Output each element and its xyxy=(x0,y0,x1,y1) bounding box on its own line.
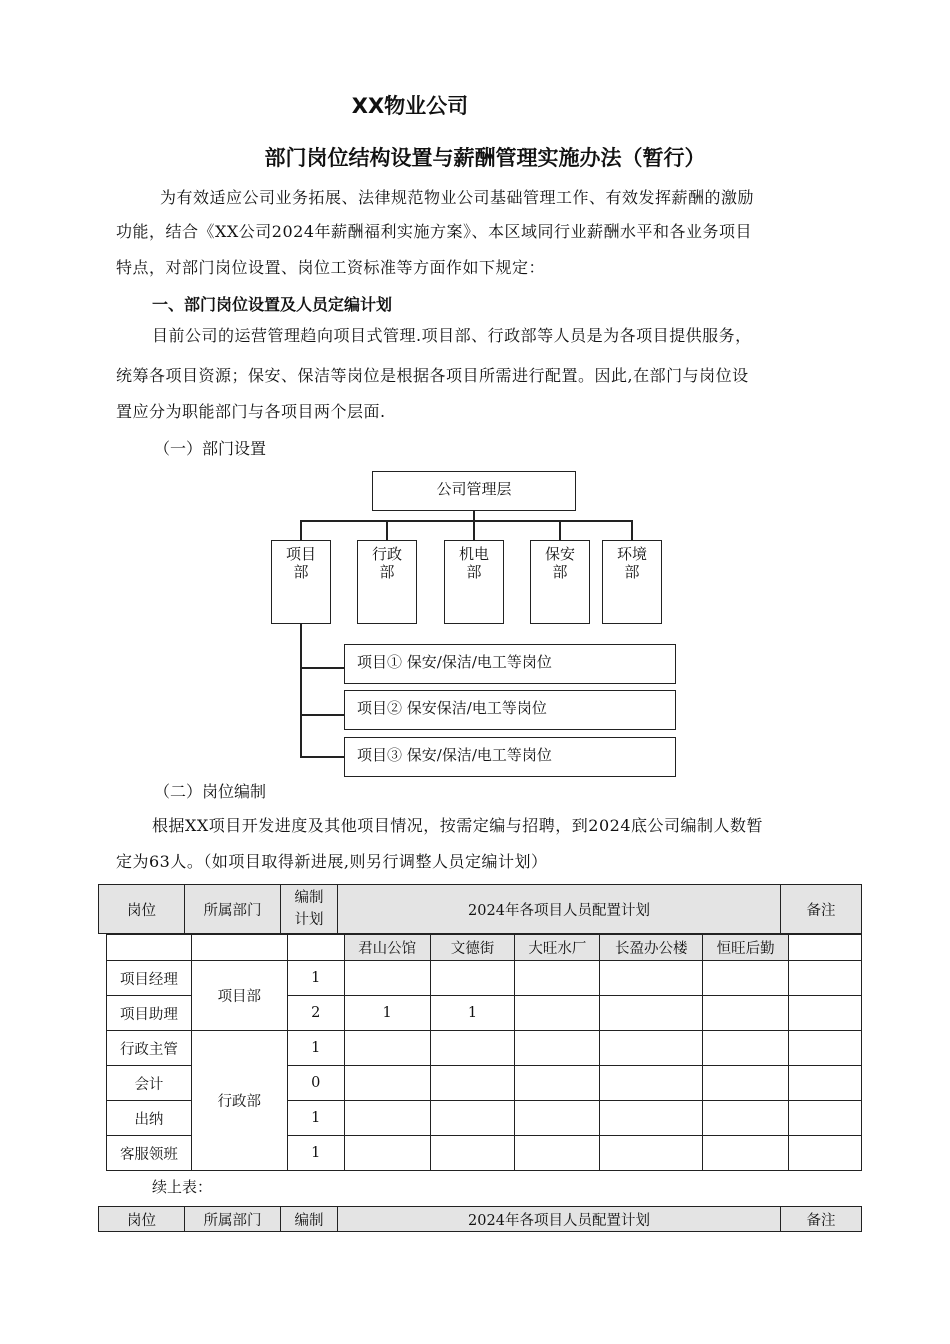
org-connector xyxy=(473,520,475,540)
para3-line-1: 根据XX项目开发进度及其他项目情况，按需定编与招聘，到2024底公司编制人数暂 xyxy=(152,816,764,835)
dept-cell: 行政部 xyxy=(191,1031,287,1171)
org-connector xyxy=(300,756,344,758)
project-col-2: 文德街 xyxy=(430,935,515,961)
project-col-5: 恒旺后勤 xyxy=(703,935,789,961)
project-col-1: 君山公馆 xyxy=(344,935,430,961)
org-connector xyxy=(300,520,302,540)
dept-box-security: 保安 部 xyxy=(530,540,590,624)
project-col-4: 长盈办公楼 xyxy=(600,935,703,961)
subheading-posts: （二）岗位编制 xyxy=(154,782,267,801)
header-note: 备注 xyxy=(781,1207,862,1232)
org-top-box: 公司管理层 xyxy=(372,471,576,511)
table2-header-band xyxy=(98,1206,862,1232)
subheading-dept: （一）部门设置 xyxy=(154,439,267,458)
project-box-2: 项目② 保安保洁/电工等岗位 xyxy=(344,690,676,730)
header-post: 岗位 xyxy=(99,885,185,934)
intro-line-2: 功能，结合《XX公司2024年薪酬福利实施方案》、本区域同行业薪酬水平和各业务项目 xyxy=(116,222,753,241)
para2-line-1: 目前公司的运营管理趋向项目式管理.项目部、行政部等人员是为各项目提供服务， xyxy=(152,326,752,345)
plan-cell: 1 xyxy=(287,1101,344,1136)
post-cell: 行政主管 xyxy=(107,1031,192,1066)
plan-cell: 2 xyxy=(287,996,344,1031)
para2-line-2: 统筹各项目资源；保安、保洁等岗位是根据各项目所需进行配置。因此,在部门与岗位设 xyxy=(116,366,749,385)
plan-cell: 1 xyxy=(287,1031,344,1066)
org-connector xyxy=(300,714,344,716)
dept-box-project: 项目 部 xyxy=(271,540,331,624)
table-row: 项目助理 2 1 1 xyxy=(107,996,862,1031)
table-row xyxy=(107,961,862,996)
continued-label: 续上表： xyxy=(152,1178,213,1196)
header-post: 岗位 xyxy=(99,1207,185,1232)
dept-box-admin: 行政 部 xyxy=(357,540,417,624)
header-config: 2024年各项目人员配置计划 xyxy=(338,1207,781,1232)
org-connector xyxy=(386,520,388,540)
para3-line-2: 定为63人。（如项目取得新进展,则另行调整人员定编计划） xyxy=(116,852,548,871)
para2-line-3: 置应分为职能部门与各项目两个层面. xyxy=(116,402,386,421)
plan-cell: 1 xyxy=(287,961,344,996)
org-connector xyxy=(631,520,633,540)
org-connector xyxy=(300,520,632,522)
staffing-table xyxy=(106,934,862,1171)
dept-cell: 项目部 xyxy=(191,961,287,1031)
header-config: 2024年各项目人员配置计划 xyxy=(338,885,781,934)
project-col-3: 大旺水厂 xyxy=(515,935,600,961)
org-connector xyxy=(300,667,344,669)
section-heading-1: 一、部门岗位设置及人员定编计划 xyxy=(152,295,393,314)
dept-box-electromech: 机电 部 xyxy=(444,540,504,624)
doc-title: XX物业公司 xyxy=(351,94,469,118)
post-cell: 出纳 xyxy=(107,1101,192,1136)
header-dept: 所属部门 xyxy=(185,1207,281,1232)
project-box-3: 项目③ 保安/保洁/电工等岗位 xyxy=(344,737,676,777)
header-note: 备注 xyxy=(781,885,862,934)
doc-subtitle: 部门岗位结构设置与薪酬管理实施办法（暂行） xyxy=(264,146,706,170)
header-plan: 编制 计划 xyxy=(281,885,338,934)
table-row xyxy=(107,1031,862,1066)
intro-line-3: 特点，对部门岗位设置、岗位工资标准等方面作如下规定： xyxy=(116,258,546,277)
dept-box-environment: 环境 部 xyxy=(602,540,662,624)
post-cell: 会计 xyxy=(107,1066,192,1101)
header-plan: 编制 xyxy=(281,1207,338,1232)
project-header-row xyxy=(107,935,862,961)
plan-cell: 1 xyxy=(287,1136,344,1171)
intro-line-1: 为有效适应公司业务拓展、法律规范物业公司基础管理工作、有效发挥薪酬的激励 xyxy=(160,188,755,207)
post-cell: 项目助理 xyxy=(107,996,192,1031)
header-dept: 所属部门 xyxy=(185,885,281,934)
table-header-band xyxy=(98,884,862,934)
org-connector xyxy=(300,624,302,756)
plan-cell: 0 xyxy=(287,1066,344,1101)
post-cell: 客服领班 xyxy=(107,1136,192,1171)
post-cell: 项目经理 xyxy=(107,961,192,996)
org-connector xyxy=(559,520,561,540)
project-box-1: 项目① 保安/保洁/电工等岗位 xyxy=(344,644,676,684)
